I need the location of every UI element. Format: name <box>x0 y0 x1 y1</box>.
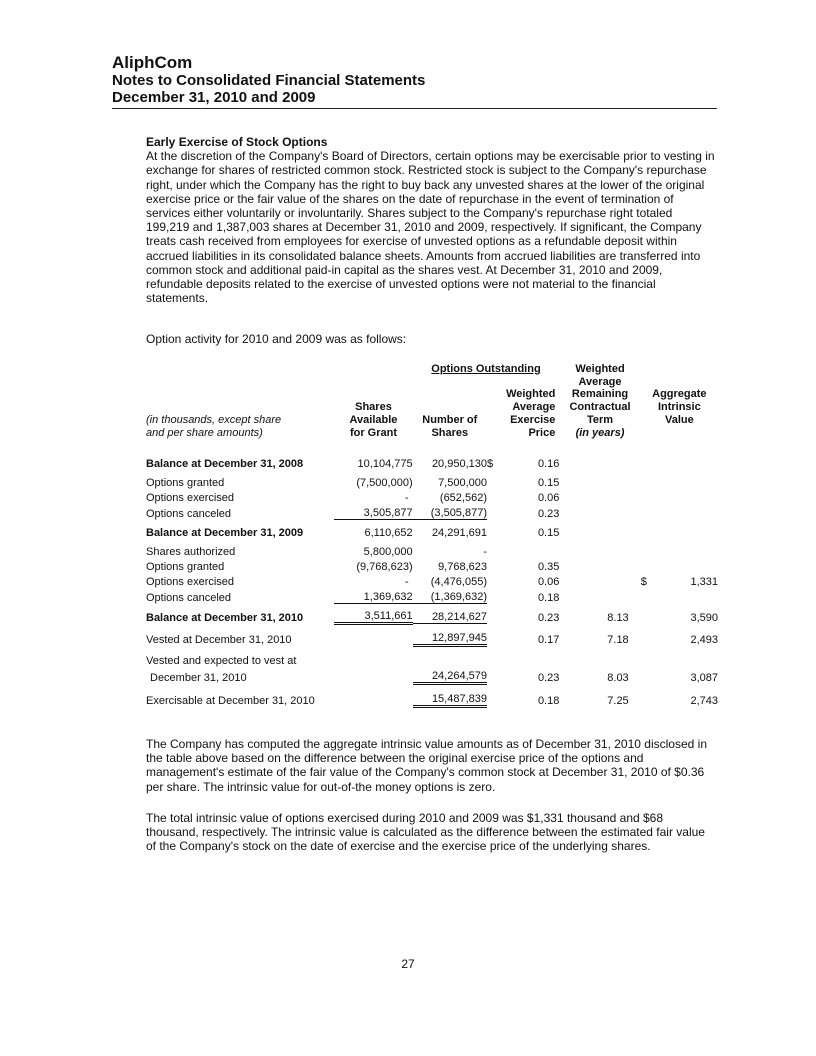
table-row: Balance at December 31, 2008 10,104,775 20,950,130 $ 0.16 <box>146 458 560 471</box>
table-row: December 31, 2010 24,264,579 0.23 8.03 3,087 <box>146 667 718 684</box>
header-shares-available: Shares Available for Grant <box>349 401 398 439</box>
table-row: Options exercised - (4,476,055) 0.06 $ 1,331 <box>146 576 718 589</box>
header-units: (in thousands, except share and per share amounts) <box>146 413 282 439</box>
group-header: Options Outstanding <box>431 363 541 375</box>
page-number: 27 <box>401 957 415 971</box>
table-row: Options granted (7,500,000) 7,500,000 0.15 <box>146 477 560 490</box>
report-dates: December 31, 2010 and 2009 <box>112 89 316 106</box>
header-weighted-avg-price: Weighted Average Exercise Price <box>506 388 556 439</box>
table-row: Balance at December 31, 2010 3,511,661 28,214,627 0.23 8.13 3,590 <box>146 607 718 624</box>
table-row: Options granted (9,768,623) 9,768,623 0.35 <box>146 561 560 574</box>
early-exercise-section <box>146 135 716 305</box>
page-header <box>112 54 717 109</box>
header-remaining-term: Average Remaining Contractual Term (in years) <box>569 375 631 439</box>
table-row: Vested at December 31, 2010 12,897,945 0.17 7.18 2,493 <box>146 629 718 646</box>
table-row: Shares authorized 5,800,000 - <box>146 546 487 559</box>
company-name: AliphCom <box>112 53 193 72</box>
option-activity-table <box>146 363 718 708</box>
section-body: At the discretion of the Company's Board of Directors, certain options may be exercisable prior to vesting in exchange for shares of restricted common stock. Restricted stock is subject to the Company's repurchase right, under which the Company has the right to buy back any unvested shares at the lower of the original exercise price or the fair value of the shares on the date of repurchase in the event of termination of services either voluntarily or involuntarily. Shares subject to the Company's repurchase right totaled 199,219 and 1,387,003 shares at December 31, 2010 and 2009, respectively. If significant, the Company treats cash received from employees for exercise of unvested options as a refundable deposit within accrued liabilities in its consolidated balance sheets. Amounts from accrued liabilities are transferred into common stock and additional paid-in capital as the shares vest. At December 31, 2010 and 2009, refundable deposits related to the exercise of unvested options were not material to the financial statements. <box>146 149 715 306</box>
table-row: Vested and expected to vest at <box>146 655 297 668</box>
table-row: Options canceled 1,369,632 (1,369,632) 0.18 <box>146 588 718 604</box>
header-number-of-shares: Number of Shares <box>422 413 478 439</box>
table-row: Exercisable at December 31, 2010 15,487,839 0.18 7.25 2,743 <box>146 690 718 707</box>
table-intro: Option activity for 2010 and 2009 was as follows: <box>146 332 407 346</box>
table-row: Balance at December 31, 2009 6,110,652 24,291,691 0.15 <box>146 527 560 540</box>
table-header-row <box>146 376 718 440</box>
report-title: Notes to Consolidated Financial Statements <box>112 72 426 89</box>
table-row: Options canceled 3,505,877 (3,505,877) 0.23 <box>146 504 718 520</box>
total-intrinsic-paragraph: The total intrinsic value of options exercised during 2010 and 2009 was $1,331 thousand and $68 thousand, respectively. The intrinsic value is calculated as the difference between the estimated fair value of the Company's stock on the date of exercise and the exercise price of the underlying shares. <box>146 811 705 854</box>
header-remaining-term-top: Weighted <box>575 363 625 375</box>
section-heading: Early Exercise of Stock Options <box>146 135 328 149</box>
table-row: Options exercised - (652,562) 0.06 <box>146 492 560 505</box>
header-rule <box>112 108 717 109</box>
table-header-row <box>146 363 718 376</box>
intrinsic-value-paragraph: The Company has computed the aggregate intrinsic value amounts as of December 31, 2010 disclosed in the table above based on the difference between the original exercise price of the options and management's estimate of the fair value of the Company's common stock at December 31, 2010 of $0.36 per share. The intrinsic value for out-of-the money options is zero. <box>146 737 707 794</box>
header-intrinsic-value: Aggregate Intrinsic Value <box>652 388 707 426</box>
